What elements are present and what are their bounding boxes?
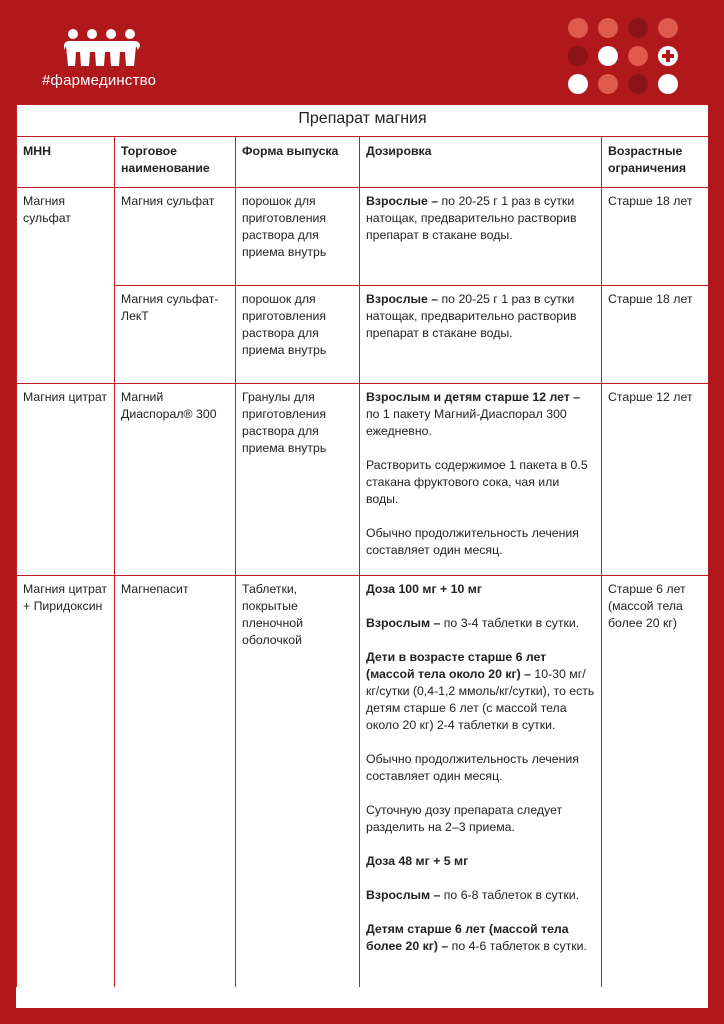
form-cell: порошок для приготовления раствора для приема внутрь <box>236 188 360 286</box>
mnn-cell: Магния цитрат <box>17 384 115 576</box>
dosage-paragraph <box>366 581 595 598</box>
medical-cross-icon <box>658 46 678 66</box>
brand-name: #фармединство <box>42 72 157 89</box>
dosage-emphasis: Доза 100 мг + 10 мг <box>366 582 482 596</box>
dosage-text: по 3-4 таблетки в сутки. <box>440 616 580 630</box>
dosage-text: по 20-25 г 1 раз в сутки натощак, предварительно растворив препарат в стакане воды. <box>366 292 577 340</box>
dosage-text: Обычно продолжительность лечения составляет один месяц. <box>366 752 579 783</box>
dot-decoration <box>598 46 618 66</box>
mnn-cell: Магния сульфат <box>17 188 115 384</box>
decorative-dots <box>568 18 688 94</box>
table-row <box>17 286 709 384</box>
dot-decoration <box>568 18 588 38</box>
dosage-cell <box>360 286 602 384</box>
dosage-emphasis: Детям старше 6 лет (массой тела более 20 кг) – <box>366 922 569 953</box>
column-header: Форма выпуска <box>236 137 360 188</box>
form-cell: Гранулы для приготовления раствора для приема внутрь <box>236 384 360 576</box>
dosage-cell <box>360 576 602 988</box>
trade-name-cell: Магния сульфат-ЛекТ <box>115 286 236 384</box>
dosage-paragraph <box>366 802 595 836</box>
age-cell: Старше 18 лет <box>602 286 709 384</box>
dosage-text: 10-30 мг/кг/сутки (0,4-1,2 ммоль/кг/сутки), то есть детям старше 6 лет (с массой тела около 20 кг) 2-4 таблетки в сутки. <box>366 667 595 732</box>
dosage-emphasis: Дети в возрасте старше 6 лет (массой тела около 20 кг) – <box>366 650 547 681</box>
dosage-emphasis: Взрослые – <box>366 292 439 306</box>
age-cell: Старше 18 лет <box>602 188 709 286</box>
dosage-emphasis: Взрослым – <box>366 888 441 902</box>
table-header-row <box>17 137 709 188</box>
column-header: МНН <box>17 137 115 188</box>
dosage-paragraph <box>366 853 595 870</box>
dosage-text: по 4-6 таблеток в сутки. <box>448 939 587 953</box>
dosage-paragraph <box>366 921 595 955</box>
people-logo-icon <box>62 28 140 68</box>
form-cell: Таблетки, покрытые пленочной оболочкой <box>236 576 360 988</box>
document-sheet <box>16 104 708 1008</box>
dot-decoration <box>658 74 678 94</box>
dosage-emphasis: Доза 48 мг + 5 мг <box>366 854 469 868</box>
table-title: Препарат магния <box>17 105 709 137</box>
dosage-paragraph <box>366 615 595 632</box>
dot-decoration <box>628 74 648 94</box>
dot-decoration <box>628 46 648 66</box>
table-row <box>17 188 709 286</box>
dot-decoration <box>628 18 648 38</box>
dosage-cell <box>360 384 602 576</box>
age-cell: Старше 12 лет <box>602 384 709 576</box>
trade-name-cell: Магния сульфат <box>115 188 236 286</box>
column-header: Дозировка <box>360 137 602 188</box>
column-header: Торговое наименование <box>115 137 236 188</box>
dosage-emphasis: Взрослые – <box>366 194 439 208</box>
dosage-paragraph <box>366 751 595 785</box>
dosage-text: Суточную дозу препарата следует разделить на 2–3 приема. <box>366 803 563 834</box>
trade-name-cell: Магнепасит <box>115 576 236 988</box>
column-header: Возрастные ограничения <box>602 137 709 188</box>
dosage-text: по 1 пакету Магний-Диаспорал 300 ежедневно. <box>366 407 567 438</box>
page-header <box>0 0 724 104</box>
dosage-paragraph <box>366 525 595 559</box>
dot-decoration <box>598 74 618 94</box>
dosage-paragraph <box>366 457 595 508</box>
trade-name-cell: Магний Диаспорал® 300 <box>115 384 236 576</box>
dosage-cell <box>360 188 602 286</box>
dot-decoration <box>568 46 588 66</box>
brand-logo <box>42 28 162 93</box>
dot-decoration <box>598 18 618 38</box>
dosage-paragraph <box>366 389 595 440</box>
table-row <box>17 384 709 576</box>
dot-decoration <box>568 74 588 94</box>
table-row <box>17 576 709 988</box>
dosage-text: Обычно продолжительность лечения составляет один месяц. <box>366 526 579 557</box>
age-cell: Старше 6 лет (массой тела более 20 кг) <box>602 576 709 988</box>
dot-decoration <box>658 18 678 38</box>
dosage-text: по 20-25 г 1 раз в сутки натощак, предварительно растворив препарат в стакане воды. <box>366 194 577 242</box>
magnesium-table <box>16 104 708 987</box>
dosage-paragraph <box>366 887 595 904</box>
dosage-paragraph <box>366 649 595 734</box>
form-cell: порошок для приготовления раствора для приема внутрь <box>236 286 360 384</box>
dosage-emphasis: Взрослым – <box>366 616 441 630</box>
mnn-cell: Магния цитрат + Пиридоксин <box>17 576 115 988</box>
dosage-text: Растворить содержимое 1 пакета в 0.5 стакана фруктового сока, чая или воды. <box>366 458 588 506</box>
dosage-paragraph <box>366 193 595 244</box>
dosage-paragraph <box>366 291 595 342</box>
dosage-emphasis: Взрослым и детям старше 12 лет – <box>366 390 581 404</box>
dosage-text: по 6-8 таблеток в сутки. <box>440 888 579 902</box>
